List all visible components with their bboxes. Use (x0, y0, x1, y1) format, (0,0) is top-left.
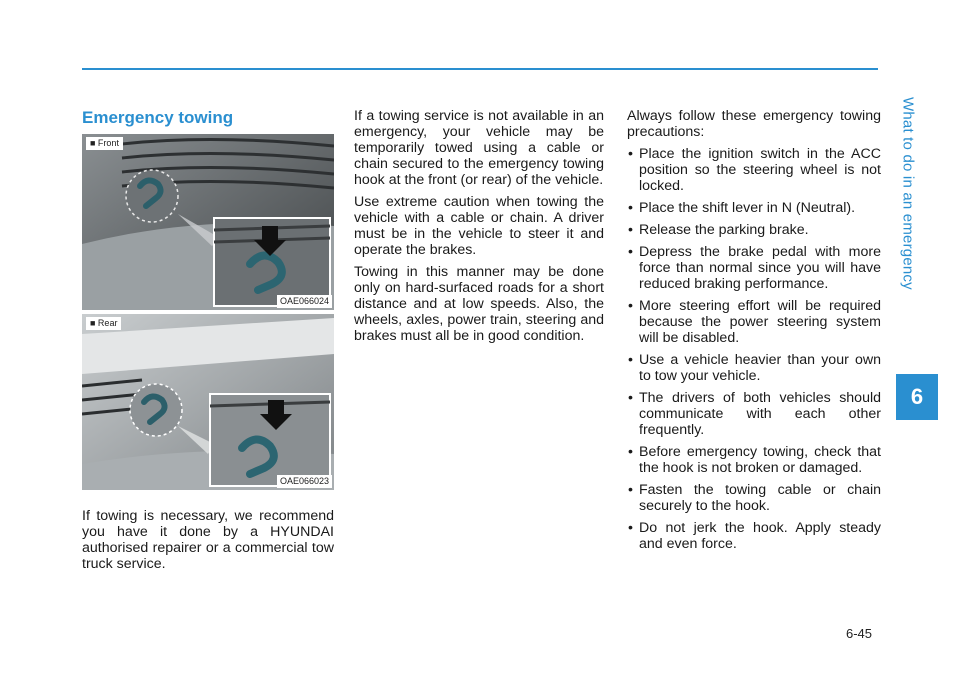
header-rule (82, 68, 878, 70)
list-item: • Release the parking brake. (627, 222, 881, 238)
list-item: • Place the shift lever in N (Neutral). (627, 200, 881, 216)
precautions-list (627, 146, 881, 552)
page-number: 6-45 (846, 626, 873, 641)
paragraph-towing-service: If a towing service is not available in an emergency, your vehicle may be temporarily towed using a cable or chain secured to the emergency towing hook at the front (or rear) of the vehicle. (354, 108, 604, 188)
list-item: • Use a vehicle heavier than your own to tow your vehicle. (627, 352, 881, 384)
figure-code-rear: OAE066023 (277, 475, 332, 488)
list-item: • Depress the brake pedal with more force than normal since you will have reduced braking performance. (627, 244, 881, 292)
rear-tow-hook-illustration (82, 314, 334, 490)
figure-label-front: ■ Front (86, 137, 123, 150)
paragraph-caution: Use extreme caution when towing the vehicle with a cable or chain. A driver must be in the vehicle to steer it and operate the brakes. (354, 194, 604, 258)
column-3 (627, 108, 881, 558)
paragraph-road-conditions: Towing in this manner may be done only on hard-surfaced roads for a short distance and at low speeds. Also, the wheels, axles, power train, steering and brakes must all be in good condition. (354, 264, 604, 344)
list-item: • More steering effort will be required because the power steering system will be disabled. (627, 298, 881, 346)
list-item: • Before emergency towing, check that the hook is not broken or damaged. (627, 444, 881, 476)
chapter-side-label: What to do in an emergency (899, 96, 917, 290)
list-item: • Place the ignition switch in the ACC position so the steering wheel is not locked. (627, 146, 881, 194)
column-1 (82, 108, 334, 578)
figure-rear-tow-hook (82, 314, 334, 490)
chapter-tab: 6 (896, 374, 938, 420)
list-item: • Fasten the towing cable or chain securely to the hook. (627, 482, 881, 514)
front-tow-hook-illustration (82, 134, 334, 310)
intro-paragraph: If towing is necessary, we recommend you have it done by a HYUNDAI authorised repairer or a commercial tow truck service. (82, 508, 334, 572)
figure-front-tow-hook (82, 134, 334, 310)
precautions-intro: Always follow these emergency towing precautions: (627, 108, 881, 140)
section-title: Emergency towing (82, 108, 234, 127)
figure-label-rear: ■ Rear (86, 317, 121, 330)
list-item: • Do not jerk the hook. Apply steady and even force. (627, 520, 881, 552)
column-2 (354, 108, 604, 350)
list-item: • The drivers of both vehicles should communicate with each other frequently. (627, 390, 881, 438)
figure-code-front: OAE066024 (277, 295, 332, 308)
